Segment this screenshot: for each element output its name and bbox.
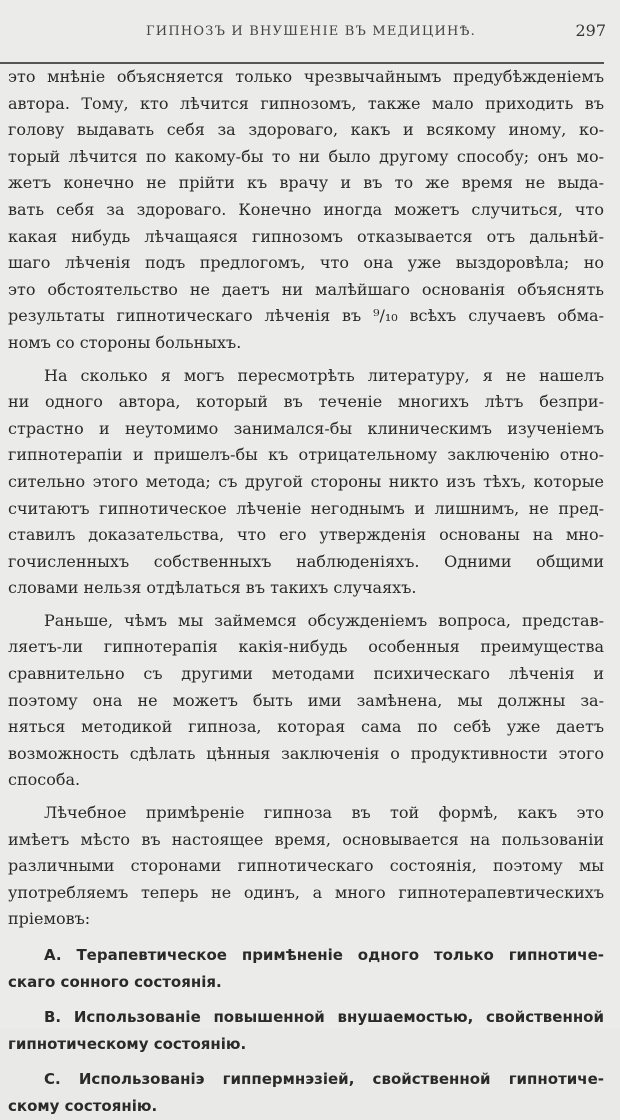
body-text	[8, 64, 604, 1120]
text-line: возможность сдѣлать цѣнныя заключенія о продуктивности этого	[8, 743, 604, 763]
running-head	[0, 18, 620, 46]
list-item	[8, 1066, 604, 1119]
text-line: это мнѣніе объясняется только чрезвычайнымъ предубѣжденіемъ	[8, 67, 604, 86]
list-item-line: гипнотическому состоянію.	[8, 1034, 247, 1053]
text-line: словами нельзя отдѣлаться въ такихъ случаяхъ.	[8, 578, 417, 598]
paragraph	[8, 608, 604, 794]
text-line: вать себя за здороваго. Конечно иногда можетъ случиться, что	[8, 199, 604, 219]
list-item	[8, 942, 604, 995]
text-line: жетъ конечно не прійти къ врачу и въ то же время не выда-	[8, 173, 604, 193]
text-line: ставилъ доказательства, что его утвержденія основаны на мно-	[8, 525, 604, 545]
text-line: это обстоятельство не даетъ ни малѣйшаго основанія объяснять	[8, 279, 604, 299]
text-line: Раньше, чѣмъ мы займемся обсужденіемъ вопроса, представ-	[44, 610, 604, 630]
text-line: различными сторонами гипнотическаго состоянія, поэтому мы	[8, 856, 604, 876]
text-line: ляетъ-ли гипнотерапія какія-нибудь особенныя преимущества	[8, 637, 604, 657]
text-line: страстно и неутомимо занимался-бы клиническимъ изученіемъ	[8, 418, 604, 438]
text-line: номъ со стороны больныхъ.	[8, 332, 242, 352]
text-line: автора. Тому, кто лѣчится гипнозомъ, также мало приходить въ	[8, 93, 604, 113]
text-line: гочисленныхъ собственныхъ наблюденіяхъ. Одними общими	[8, 551, 604, 571]
text-line: гипнотерапіи и пришелъ-бы къ отрицательному заключенію отно-	[8, 445, 604, 465]
enumerated-list	[8, 942, 604, 1120]
paragraph	[8, 800, 604, 933]
list-item	[8, 1004, 604, 1057]
text-line: сравнительно съ другими методами психическаго лѣченія и	[8, 664, 604, 684]
running-title: ГИПНОЗЪ И ВНУШЕНІЕ ВЪ МЕДИЦИНѢ.	[146, 24, 476, 39]
text-line: голову выдавать себя за здороваго, какъ и всякому иному, ко-	[8, 120, 604, 140]
text-line: няться методикой гипноза, которая сама по себѣ уже даетъ	[8, 717, 604, 737]
text-line: пріемовъ:	[8, 909, 91, 929]
text-line: ни одного автора, который въ теченіе многихъ лѣтъ безпри-	[8, 392, 604, 412]
list-item-line: B. Использованіе повышенной внушаемостью, свойственной	[44, 1008, 604, 1027]
text-line: шаго лѣченія подъ предлогомъ, что она уже выздоровѣла; но	[8, 253, 604, 273]
paragraph	[8, 363, 604, 602]
list-item-line: скому состоянію.	[8, 1096, 158, 1115]
text-line: сительно этого метода; съ другой стороны никто изъ тѣхъ, которые	[8, 471, 604, 491]
paragraph	[8, 64, 604, 357]
text-line: употребляемъ теперь не одинъ, а много гипнотерапевтическихъ	[8, 882, 604, 902]
text-line: Лѣчебное примѣреніе гипноза въ той формѣ, какъ это	[44, 803, 604, 823]
text-line: торый лѣчится по какому-бы то ни было другому способу; онъ мо-	[8, 146, 604, 166]
list-item-line: C. Использованіэ гиппермнэзіей, свойственной гипнотиче-	[44, 1070, 604, 1089]
list-item-line: A. Терапевтическое примѣненіе одного только гипнотиче-	[44, 946, 604, 964]
page-number: 297	[575, 21, 606, 40]
list-item-line: скаго сонного состоянія.	[8, 972, 222, 991]
text-line: результаты гипнотическаго лѣченія въ ⁹/₁₀ всѣхъ случаевъ обма-	[8, 306, 604, 326]
text-line: какая нибудь лѣчащаяся гипнозомъ отказывается отъ дальнѣй-	[8, 226, 604, 246]
text-line: способа.	[8, 770, 81, 790]
text-line: поэтому она не можетъ быть ими замѣнена, мы должны за-	[8, 690, 604, 710]
text-line: считаютъ гипнотическое лѣченіе негоднымъ и лишнимъ, не пред-	[8, 498, 604, 518]
text-line: имѣетъ мѣсто въ настоящее время, основывается на пользованіи	[8, 829, 604, 849]
text-line: На сколько я могъ пересмотрѣть литературу, я не нашелъ	[44, 365, 604, 385]
